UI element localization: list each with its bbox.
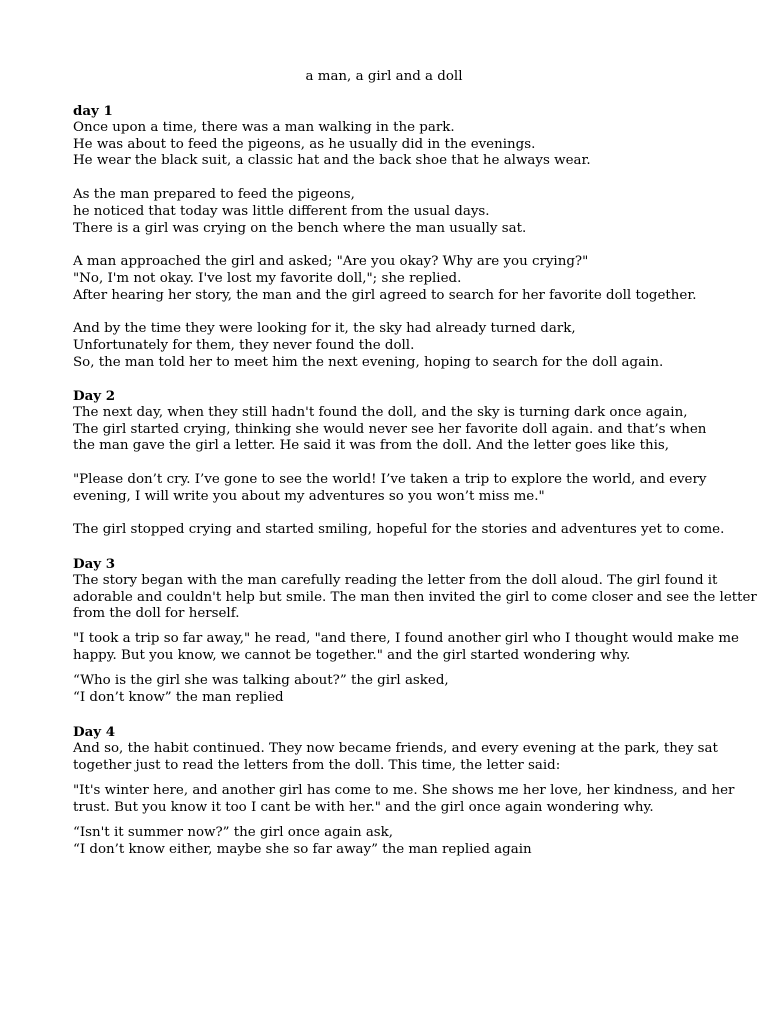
document-title: a man, a girl and a doll xyxy=(305,69,463,84)
day-section xyxy=(73,388,707,455)
paragraph xyxy=(73,783,735,817)
text-line: evening, I will write you about my adventures so you won’t miss me." xyxy=(73,488,545,504)
paragraph xyxy=(73,522,725,539)
day-section xyxy=(73,556,757,623)
text-line: “Isn't it summer now?” the girl once again ask, xyxy=(73,825,394,840)
text-line: together just to read the letters from the doll. This time, the letter said: xyxy=(73,757,561,773)
paragraph xyxy=(73,472,707,506)
text-line: A man approached the girl and asked; "Are you okay? Why are you crying?" xyxy=(73,254,589,269)
text-line: the man gave the girl a letter. He said it was from the doll. And the letter goes like this, xyxy=(73,438,670,454)
text-line: The next day, when they still hadn't found the doll, and the sky is turning dark once again, xyxy=(73,404,688,420)
day-heading: Day 3 xyxy=(73,556,116,572)
text-line: he noticed that today was little different from the usual days. xyxy=(73,203,490,219)
text-line: As the man prepared to feed the pigeons, xyxy=(73,187,355,202)
paragraph xyxy=(73,187,703,237)
text-line: “I don’t know either, maybe she so far away” the man replied again xyxy=(73,841,532,857)
text-line: "Please don’t cry. I’ve gone to see the world! I’ve taken a trip to explore the world, and every xyxy=(73,472,707,487)
text-line: trust. But you know it too I cant be with her." and the girl once again wondering why. xyxy=(73,799,654,815)
paragraph xyxy=(73,631,739,665)
text-line: The girl started crying, thinking she would never see her favorite doll again. and that’s when xyxy=(73,421,707,437)
text-line: And by the time they were looking for it, the sky had already turned dark, xyxy=(73,321,576,336)
day-heading: day 1 xyxy=(73,103,113,119)
text-line: “Who is the girl she was talking about?” the girl asked, xyxy=(73,673,449,688)
text-line: Unfortunately for them, they never found the doll. xyxy=(73,337,415,353)
text-line: So, the man told her to meet him the next evening, hoping to search for the doll again. xyxy=(73,354,664,370)
text-line: "It's winter here, and another girl has come to me. She shows me her love, her kindness, and her xyxy=(73,783,735,798)
day-heading: Day 4 xyxy=(73,724,116,740)
text-line: He was about to feed the pigeons, as he usually did in the evenings. xyxy=(73,136,536,152)
paragraph xyxy=(73,825,703,859)
paragraph xyxy=(73,321,703,371)
day-section xyxy=(73,724,718,774)
day-heading: Day 2 xyxy=(73,388,116,404)
paragraph xyxy=(73,254,703,304)
text-line: He wear the black suit, a classic hat and the back shoe that he always wear. xyxy=(73,153,591,169)
text-line: And so, the habit continued. They now became friends, and every evening at the park, they sat xyxy=(73,740,718,756)
text-line: "No, I'm not okay. I've lost my favorite doll,"; she replied. xyxy=(73,270,462,286)
paragraph xyxy=(73,673,703,707)
text-line: “I don’t know” the man replied xyxy=(73,689,284,705)
text-line: The girl stopped crying and started smiling, hopeful for the stories and adventures yet to come. xyxy=(73,522,725,537)
day-section xyxy=(73,103,703,170)
text-line: There is a girl was crying on the bench where the man usually sat. xyxy=(73,220,527,236)
text-line: happy. But you know, we cannot be together." and the girl started wondering why. xyxy=(73,647,631,663)
text-line: "I took a trip so far away," he read, "and there, I found another girl who I thought would make me xyxy=(73,631,739,646)
text-line: from the doll for herself. xyxy=(73,606,240,622)
text-line: The story began with the man carefully reading the letter from the doll aloud. The girl found it xyxy=(73,572,718,588)
text-line: Once upon a time, there was a man walking in the park. xyxy=(73,119,455,135)
text-line: After hearing her story, the man and the girl agreed to search for her favorite doll together. xyxy=(73,287,697,303)
text-line: adorable and couldn't help but smile. The man then invited the girl to come closer and see the letter xyxy=(73,589,757,605)
